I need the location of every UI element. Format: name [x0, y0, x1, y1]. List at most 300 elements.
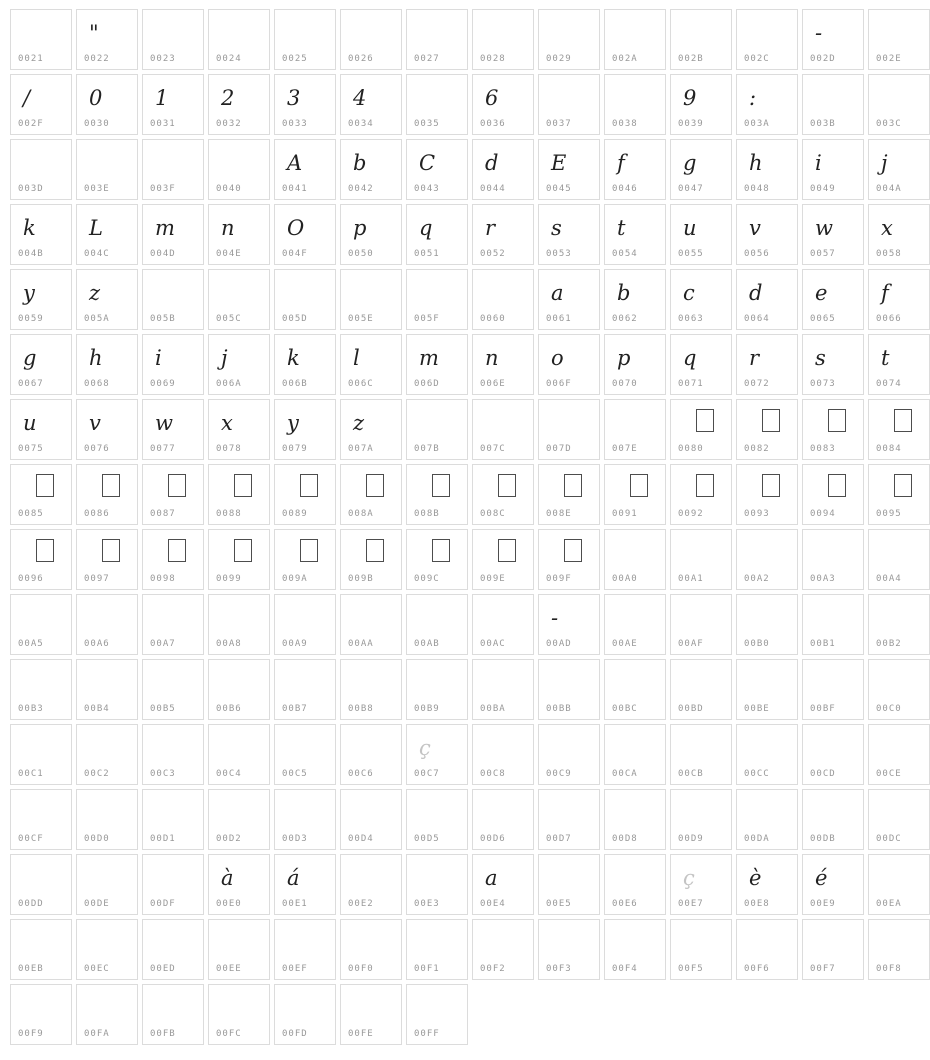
char-cell[interactable]: [142, 789, 204, 850]
char-cell[interactable]: [340, 399, 402, 460]
char-cell[interactable]: [538, 9, 600, 70]
char-cell[interactable]: [274, 334, 336, 395]
char-cell[interactable]: [406, 74, 468, 135]
char-cell[interactable]: [340, 854, 402, 915]
cell-glyph: -: [551, 606, 559, 630]
char-cell[interactable]: [604, 724, 666, 785]
char-cell[interactable]: [274, 984, 336, 1045]
char-cell[interactable]: [802, 334, 864, 395]
char-cell[interactable]: [10, 724, 72, 785]
char-cell[interactable]: [340, 74, 402, 135]
char-cell[interactable]: [142, 204, 204, 265]
cell-code-label: 009C: [414, 574, 440, 584]
char-cell[interactable]: [868, 529, 930, 590]
char-cell[interactable]: [604, 594, 666, 655]
cell-glyph: [23, 920, 69, 966]
cell-code-label: 00F5: [678, 964, 704, 974]
char-cell[interactable]: [274, 724, 336, 785]
char-cell[interactable]: [340, 269, 402, 330]
cell-glyph: [155, 985, 201, 1031]
char-cell[interactable]: [604, 854, 666, 915]
char-cell[interactable]: [406, 594, 468, 655]
char-cell[interactable]: [76, 594, 138, 655]
char-cell[interactable]: [142, 464, 204, 525]
cell-code-label: 0053: [546, 249, 572, 259]
cell-glyph: [155, 725, 201, 771]
char-cell[interactable]: [670, 919, 732, 980]
cell-glyph: [221, 595, 267, 641]
char-cell[interactable]: [604, 399, 666, 460]
char-cell[interactable]: [274, 789, 336, 850]
char-cell[interactable]: [868, 659, 930, 720]
cell-code-label: 00BF: [810, 704, 836, 714]
char-cell[interactable]: [538, 399, 600, 460]
cell-glyph: j: [881, 151, 888, 175]
char-cell[interactable]: [868, 204, 930, 265]
char-cell[interactable]: [274, 269, 336, 330]
char-cell[interactable]: [142, 399, 204, 460]
notdef-glyph: [617, 465, 663, 511]
char-cell[interactable]: [538, 139, 600, 200]
char-cell[interactable]: [604, 529, 666, 590]
char-cell[interactable]: [340, 204, 402, 265]
char-cell[interactable]: [340, 789, 402, 850]
cell-code-label: 00CA: [612, 769, 638, 779]
cell-code-label: 005F: [414, 314, 440, 324]
cell-glyph: [815, 790, 861, 836]
cell-code-label: 0076: [84, 444, 110, 454]
char-cell[interactable]: [142, 659, 204, 720]
cell-glyph: :: [749, 86, 757, 110]
char-cell[interactable]: [802, 789, 864, 850]
char-cell[interactable]: [340, 529, 402, 590]
char-cell[interactable]: [604, 139, 666, 200]
char-cell[interactable]: [76, 334, 138, 395]
char-cell[interactable]: [142, 984, 204, 1045]
char-cell[interactable]: [10, 204, 72, 265]
cell-glyph: [749, 530, 795, 576]
cell-glyph: O: [287, 216, 305, 240]
notdef-box-icon: [432, 474, 450, 497]
char-cell[interactable]: [472, 464, 534, 525]
char-cell[interactable]: [604, 204, 666, 265]
char-cell[interactable]: [76, 204, 138, 265]
char-cell[interactable]: [670, 789, 732, 850]
char-cell[interactable]: [802, 724, 864, 785]
char-cell[interactable]: [76, 464, 138, 525]
char-cell[interactable]: [76, 74, 138, 135]
char-cell[interactable]: [142, 724, 204, 785]
char-cell[interactable]: [604, 269, 666, 330]
char-cell[interactable]: [208, 9, 270, 70]
char-cell[interactable]: [340, 594, 402, 655]
char-cell[interactable]: [76, 269, 138, 330]
char-cell[interactable]: [802, 74, 864, 135]
char-cell[interactable]: [472, 204, 534, 265]
char-cell[interactable]: [670, 594, 732, 655]
char-cell[interactable]: [736, 464, 798, 525]
char-cell[interactable]: [736, 399, 798, 460]
char-cell[interactable]: [142, 74, 204, 135]
cell-code-label: 0061: [546, 314, 572, 324]
char-cell[interactable]: [208, 399, 270, 460]
char-cell[interactable]: [736, 659, 798, 720]
char-cell[interactable]: [802, 659, 864, 720]
cell-code-label: 0091: [612, 509, 638, 519]
char-cell[interactable]: [472, 139, 534, 200]
char-cell[interactable]: [208, 269, 270, 330]
cell-glyph: [353, 790, 399, 836]
cell-glyph: b: [353, 151, 367, 175]
char-cell[interactable]: [274, 529, 336, 590]
char-cell[interactable]: [208, 789, 270, 850]
char-cell[interactable]: [538, 464, 600, 525]
char-cell[interactable]: [10, 9, 72, 70]
char-cell[interactable]: [142, 529, 204, 590]
char-cell[interactable]: [208, 74, 270, 135]
char-cell[interactable]: [208, 204, 270, 265]
cell-glyph: [815, 75, 861, 121]
char-cell[interactable]: [340, 659, 402, 720]
char-cell[interactable]: [868, 919, 930, 980]
char-cell[interactable]: [538, 74, 600, 135]
char-cell[interactable]: [538, 594, 600, 655]
cell-code-label: 0096: [18, 574, 44, 584]
cell-glyph: j: [221, 346, 228, 370]
char-cell[interactable]: [274, 74, 336, 135]
char-cell[interactable]: [472, 919, 534, 980]
char-cell[interactable]: [538, 529, 600, 590]
char-cell[interactable]: [868, 464, 930, 525]
cell-glyph: [155, 790, 201, 836]
cell-glyph: m: [419, 346, 439, 370]
char-cell[interactable]: [736, 594, 798, 655]
char-cell[interactable]: [670, 139, 732, 200]
char-cell[interactable]: [868, 334, 930, 395]
char-cell[interactable]: [142, 919, 204, 980]
cell-code-label: 005D: [282, 314, 308, 324]
char-cell[interactable]: [208, 919, 270, 980]
char-cell[interactable]: [802, 919, 864, 980]
cell-glyph: [419, 75, 465, 121]
cell-glyph: [155, 10, 201, 56]
char-cell[interactable]: [868, 9, 930, 70]
char-cell[interactable]: [406, 464, 468, 525]
char-cell[interactable]: [604, 919, 666, 980]
char-cell[interactable]: [340, 919, 402, 980]
char-cell[interactable]: [406, 204, 468, 265]
char-cell[interactable]: [868, 269, 930, 330]
char-cell[interactable]: [670, 724, 732, 785]
char-cell[interactable]: [736, 269, 798, 330]
char-cell[interactable]: [406, 399, 468, 460]
cell-glyph: [749, 595, 795, 641]
char-cell[interactable]: [208, 854, 270, 915]
notdef-glyph: [353, 530, 399, 576]
char-cell[interactable]: [868, 139, 930, 200]
char-cell[interactable]: [274, 659, 336, 720]
cell-glyph: x: [221, 411, 233, 435]
char-cell[interactable]: [76, 529, 138, 590]
char-cell[interactable]: [736, 334, 798, 395]
char-cell[interactable]: [274, 204, 336, 265]
char-cell[interactable]: [274, 919, 336, 980]
char-cell[interactable]: [868, 74, 930, 135]
cell-code-label: 00D8: [612, 834, 638, 844]
char-cell[interactable]: [208, 529, 270, 590]
char-cell[interactable]: [868, 399, 930, 460]
cell-code-label: 0087: [150, 509, 176, 519]
cell-code-label: 004E: [216, 249, 242, 259]
char-cell[interactable]: [538, 854, 600, 915]
char-cell[interactable]: [10, 464, 72, 525]
char-cell[interactable]: [274, 464, 336, 525]
cell-code-label: 00F2: [480, 964, 506, 974]
char-cell[interactable]: [736, 9, 798, 70]
char-cell[interactable]: [736, 789, 798, 850]
notdef-box-icon: [168, 474, 186, 497]
char-cell[interactable]: [736, 854, 798, 915]
cell-glyph: à: [221, 866, 234, 890]
cell-code-label: 006A: [216, 379, 242, 389]
char-cell[interactable]: [802, 529, 864, 590]
char-cell[interactable]: [406, 659, 468, 720]
cell-code-label: 0058: [876, 249, 902, 259]
char-cell[interactable]: [472, 724, 534, 785]
cell-code-label: 008C: [480, 509, 506, 519]
char-cell[interactable]: [10, 529, 72, 590]
char-cell[interactable]: [406, 789, 468, 850]
cell-glyph: -: [815, 21, 823, 45]
char-cell[interactable]: [538, 724, 600, 785]
char-cell[interactable]: [802, 204, 864, 265]
cell-code-label: 00AD: [546, 639, 572, 649]
cell-glyph: f: [881, 281, 889, 305]
char-cell[interactable]: [538, 789, 600, 850]
cell-glyph: [23, 10, 69, 56]
char-cell[interactable]: [142, 594, 204, 655]
char-cell[interactable]: [142, 269, 204, 330]
char-cell[interactable]: [406, 269, 468, 330]
char-cell[interactable]: [736, 204, 798, 265]
cell-code-label: 00FD: [282, 1029, 308, 1039]
cell-code-label: 00C0: [876, 704, 902, 714]
cell-code-label: 00BB: [546, 704, 572, 714]
char-cell[interactable]: [76, 139, 138, 200]
char-cell[interactable]: [10, 74, 72, 135]
cell-glyph: [419, 920, 465, 966]
char-cell[interactable]: [472, 789, 534, 850]
char-cell[interactable]: [142, 334, 204, 395]
cell-glyph: [485, 400, 531, 446]
char-cell[interactable]: [340, 464, 402, 525]
char-cell[interactable]: [10, 659, 72, 720]
char-cell[interactable]: [274, 139, 336, 200]
char-cell[interactable]: [274, 854, 336, 915]
notdef-glyph: [551, 530, 597, 576]
char-cell[interactable]: [538, 919, 600, 980]
char-cell[interactable]: [604, 9, 666, 70]
char-cell[interactable]: [802, 399, 864, 460]
char-cell[interactable]: [10, 139, 72, 200]
cell-code-label: 0070: [612, 379, 638, 389]
cell-code-label: 003E: [84, 184, 110, 194]
char-cell[interactable]: [670, 529, 732, 590]
cell-code-label: 00F7: [810, 964, 836, 974]
char-cell[interactable]: [340, 139, 402, 200]
char-cell[interactable]: [802, 139, 864, 200]
char-cell[interactable]: [10, 399, 72, 460]
char-cell[interactable]: [802, 464, 864, 525]
char-cell[interactable]: [736, 919, 798, 980]
cell-glyph: 6: [485, 86, 499, 110]
char-cell[interactable]: [76, 854, 138, 915]
cell-code-label: 003A: [744, 119, 770, 129]
char-cell[interactable]: [406, 984, 468, 1045]
char-cell[interactable]: [670, 74, 732, 135]
char-cell[interactable]: [670, 854, 732, 915]
char-cell[interactable]: [604, 659, 666, 720]
char-cell[interactable]: [76, 789, 138, 850]
char-cell[interactable]: [538, 334, 600, 395]
char-cell[interactable]: [736, 139, 798, 200]
char-cell[interactable]: [868, 789, 930, 850]
char-cell[interactable]: [670, 9, 732, 70]
char-cell[interactable]: [802, 9, 864, 70]
char-cell[interactable]: [208, 464, 270, 525]
char-cell[interactable]: [670, 204, 732, 265]
char-cell[interactable]: [604, 74, 666, 135]
char-cell[interactable]: [10, 594, 72, 655]
char-cell[interactable]: [208, 334, 270, 395]
char-cell[interactable]: [340, 334, 402, 395]
char-cell[interactable]: [208, 984, 270, 1045]
notdef-glyph: [749, 400, 795, 446]
char-cell[interactable]: [76, 659, 138, 720]
cell-glyph: i: [155, 346, 162, 370]
cell-code-label: 0077: [150, 444, 176, 454]
char-cell[interactable]: [76, 919, 138, 980]
char-cell[interactable]: [670, 659, 732, 720]
char-cell[interactable]: [604, 789, 666, 850]
char-cell[interactable]: [472, 854, 534, 915]
char-cell[interactable]: [472, 74, 534, 135]
char-cell[interactable]: [868, 594, 930, 655]
cell-code-label: 002E: [876, 54, 902, 64]
char-cell[interactable]: [10, 854, 72, 915]
cell-glyph: [221, 140, 267, 186]
notdef-box-icon: [36, 539, 54, 562]
char-cell[interactable]: [340, 724, 402, 785]
char-cell[interactable]: [538, 204, 600, 265]
cell-glyph: r: [749, 346, 760, 370]
cell-glyph: [353, 920, 399, 966]
cell-glyph: [353, 270, 399, 316]
char-cell[interactable]: [472, 269, 534, 330]
char-cell[interactable]: [274, 399, 336, 460]
cell-glyph: [89, 725, 135, 771]
char-cell[interactable]: [76, 399, 138, 460]
char-cell[interactable]: [736, 529, 798, 590]
cell-glyph: [485, 725, 531, 771]
char-cell[interactable]: [802, 269, 864, 330]
char-cell[interactable]: [10, 919, 72, 980]
char-cell[interactable]: [670, 464, 732, 525]
char-cell[interactable]: [76, 9, 138, 70]
char-cell[interactable]: [76, 984, 138, 1045]
cell-glyph: m: [155, 216, 175, 240]
char-cell[interactable]: [538, 269, 600, 330]
char-cell[interactable]: [736, 724, 798, 785]
char-cell[interactable]: [406, 139, 468, 200]
char-cell[interactable]: [406, 9, 468, 70]
char-cell[interactable]: [670, 334, 732, 395]
char-cell[interactable]: [10, 984, 72, 1045]
char-cell[interactable]: [208, 659, 270, 720]
char-cell[interactable]: [274, 9, 336, 70]
char-cell[interactable]: [670, 399, 732, 460]
char-cell[interactable]: [340, 984, 402, 1045]
char-cell[interactable]: [736, 74, 798, 135]
char-cell[interactable]: [10, 334, 72, 395]
cell-code-label: 00A6: [84, 639, 110, 649]
cell-glyph: [23, 790, 69, 836]
char-cell[interactable]: [208, 594, 270, 655]
char-cell[interactable]: [406, 854, 468, 915]
char-cell[interactable]: [868, 724, 930, 785]
char-cell[interactable]: [472, 659, 534, 720]
char-cell[interactable]: [208, 724, 270, 785]
cell-glyph: [485, 10, 531, 56]
char-cell[interactable]: [340, 9, 402, 70]
char-cell[interactable]: [604, 334, 666, 395]
char-cell[interactable]: [406, 334, 468, 395]
cell-code-label: 0048: [744, 184, 770, 194]
char-cell[interactable]: [406, 919, 468, 980]
char-cell[interactable]: [142, 139, 204, 200]
char-cell[interactable]: [10, 269, 72, 330]
char-cell[interactable]: [406, 529, 468, 590]
char-cell[interactable]: [472, 334, 534, 395]
char-cell[interactable]: [802, 854, 864, 915]
char-cell[interactable]: [76, 724, 138, 785]
cell-glyph: [89, 855, 135, 901]
notdef-box-icon: [102, 539, 120, 562]
char-cell[interactable]: [142, 9, 204, 70]
cell-code-label: 007A: [348, 444, 374, 454]
char-cell[interactable]: [274, 594, 336, 655]
char-cell[interactable]: [472, 594, 534, 655]
char-cell[interactable]: [10, 789, 72, 850]
char-cell[interactable]: [802, 594, 864, 655]
char-cell[interactable]: [604, 464, 666, 525]
notdef-box-icon: [366, 539, 384, 562]
cell-code-label: 0086: [84, 509, 110, 519]
cell-glyph: [881, 855, 927, 901]
notdef-glyph: [353, 465, 399, 511]
char-cell[interactable]: [472, 399, 534, 460]
char-cell[interactable]: [538, 659, 600, 720]
char-cell[interactable]: [208, 139, 270, 200]
char-cell[interactable]: [868, 854, 930, 915]
char-cell[interactable]: [406, 724, 468, 785]
char-cell[interactable]: [472, 9, 534, 70]
cell-code-label: 00FB: [150, 1029, 176, 1039]
char-cell[interactable]: [472, 529, 534, 590]
cell-glyph: [749, 920, 795, 966]
char-cell[interactable]: [142, 854, 204, 915]
char-cell[interactable]: [670, 269, 732, 330]
